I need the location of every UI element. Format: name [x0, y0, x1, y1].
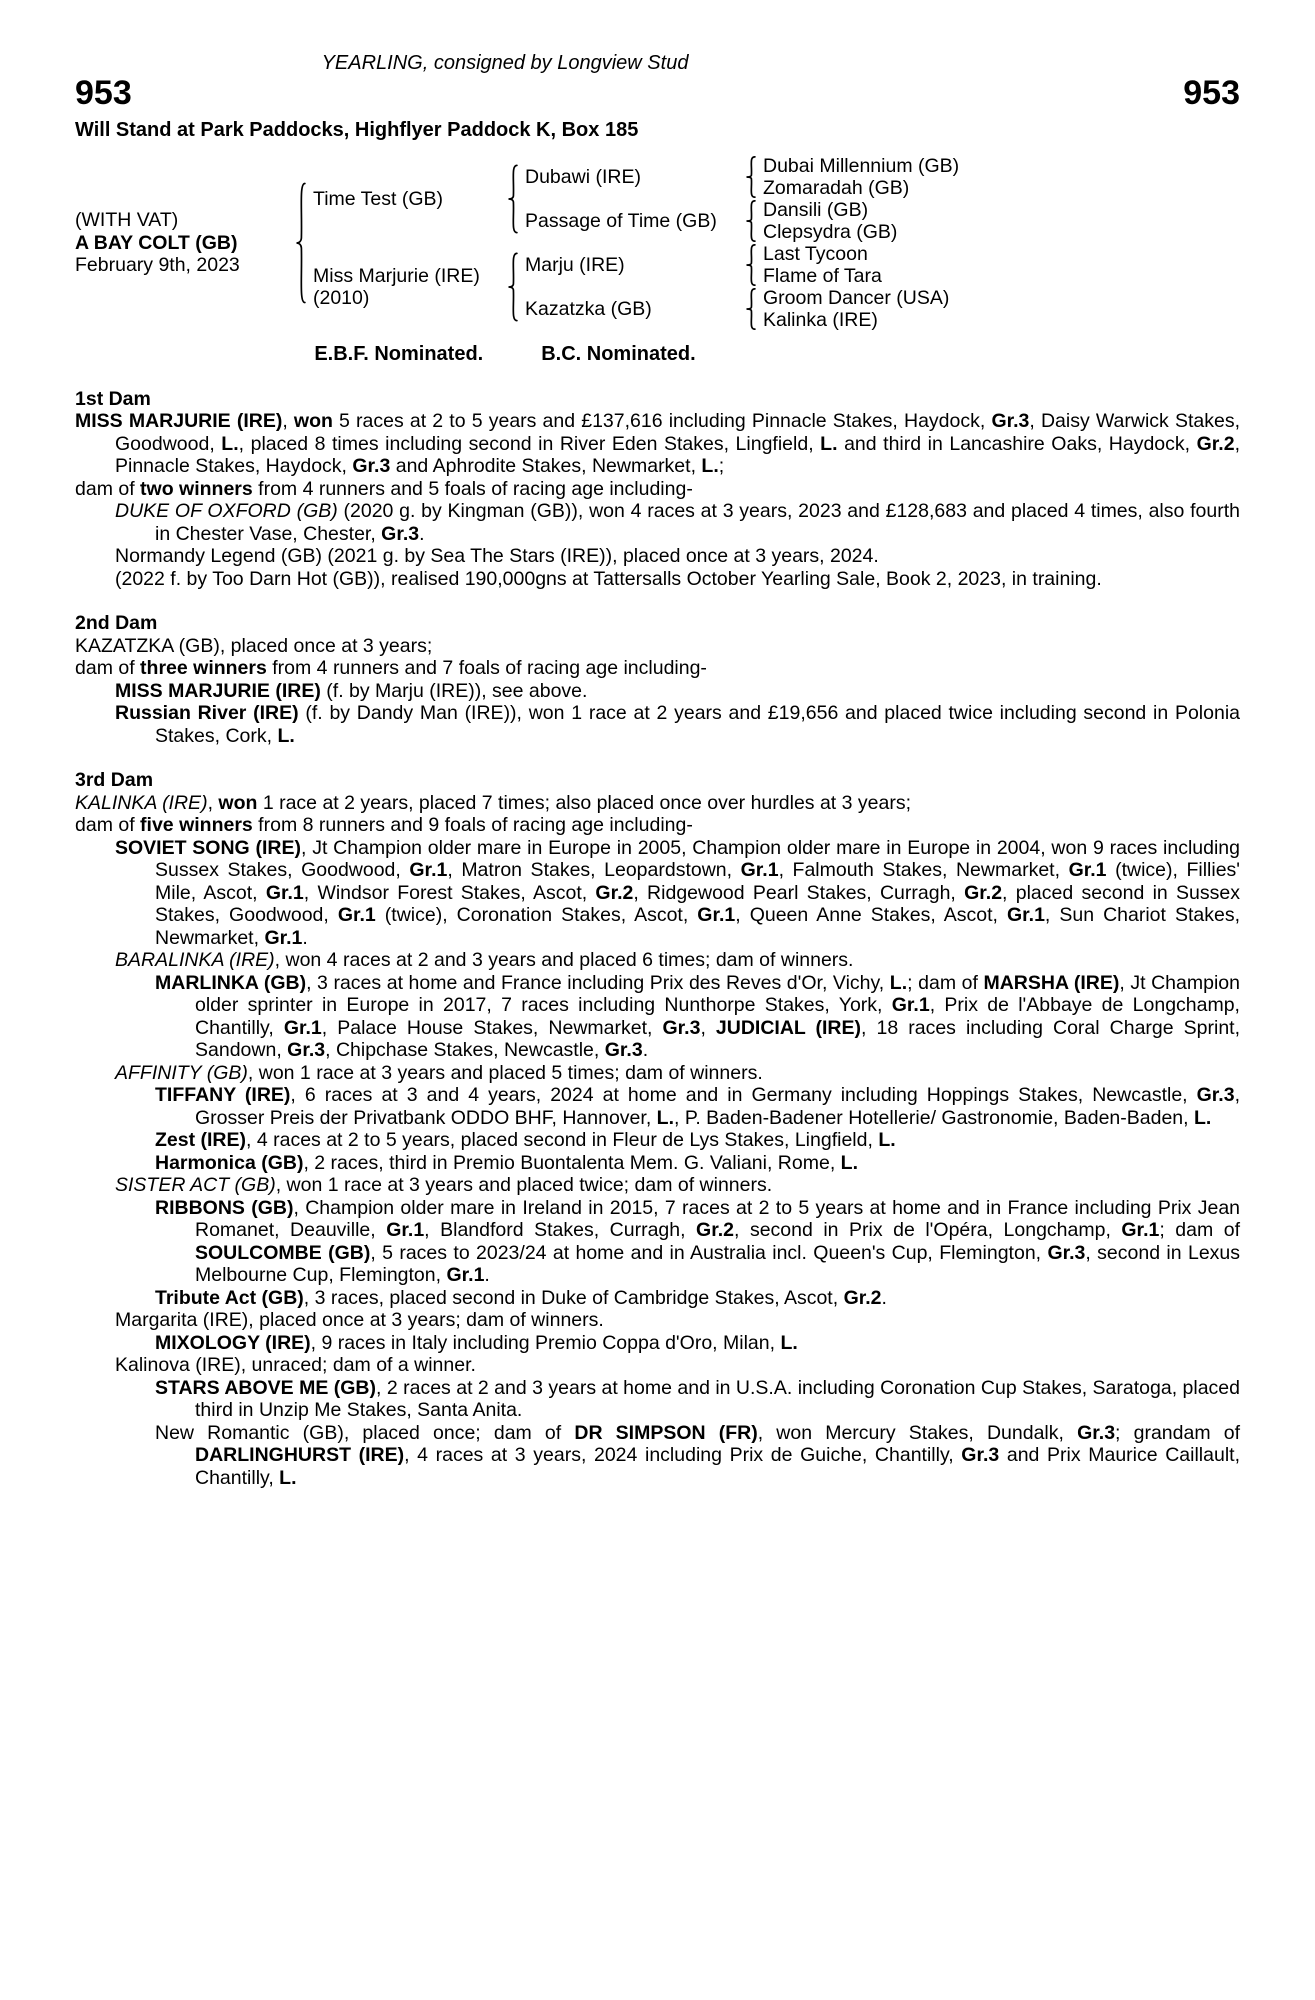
- dam-year: (2010): [313, 287, 370, 309]
- dam-heading: 2nd Dam: [75, 612, 158, 634]
- brace-icon: [505, 252, 519, 322]
- animal-info: [75, 155, 287, 331]
- pedigree-paragraph: Russian River (IRE) (f. by Dandy Man (IRE)), won 1 race at 2 years and £19,656 and placed twice including second in Polonia Stakes, Cork, L.: [115, 702, 1240, 747]
- gen3-name: Dansili (GB): [763, 198, 869, 221]
- gen3-name: Clepsydra (GB): [763, 220, 898, 243]
- pedigree-paragraph: MIXOLOGY (IRE), 9 races in Italy including Premio Coppa d'Oro, Milan, L.: [155, 1331, 798, 1354]
- dam-sections: [75, 388, 1240, 1490]
- pedigree-paragraph: MISS MARJURIE (IRE) (f. by Marju (IRE)), see above.: [115, 679, 588, 702]
- pedigree-brace-g2: [737, 243, 763, 287]
- pedigree-paragraph: STARS ABOVE ME (GB), 2 races at 2 and 3 years at home and in U.S.A. including Coronation Cup Stakes, Saratoga, placed third in Unzip Me Stakes, Santa Anita.: [155, 1376, 1240, 1421]
- gen3-name: Groom Dancer (USA): [763, 286, 950, 309]
- horse-description: A BAY COLT (GB): [75, 231, 238, 254]
- consignment-line: YEARLING, consigned by Longview Stud: [321, 52, 689, 74]
- pedigree-brace-main: [287, 155, 313, 331]
- dam-block: [313, 243, 499, 331]
- pedigree-paragraph: dam of five winners from 8 runners and 9 foals of racing age including-: [75, 814, 693, 836]
- pedigree-paragraph: dam of two winners from 4 runners and 5 foals of racing age including-: [75, 477, 693, 500]
- pedigree-tree: [75, 155, 1240, 331]
- pedigree-paragraph: MISS MARJURIE (IRE), won 5 races at 2 to 5 years and £137,616 including Pinnacle Stakes, Haydock, Gr.3, Daisy Warwick Stakes, Goodwood, L., placed 8 times including second in River Eden Stakes, Lingfield, L. and third in Lancashire Oaks, Haydock, Gr.2, Pinnacle Stakes, Haydock, Gr.3 and Aphrodite Stakes, Newmarket, L.;: [75, 410, 1240, 477]
- pedigree-paragraph: (2022 f. by Too Darn Hot (GB)), realised 190,000gns at Tattersalls October Yearling Sale, Book 2, 2023, in training.: [115, 567, 1102, 590]
- brace-icon: [743, 200, 757, 242]
- lot-number-left: 953: [75, 73, 132, 112]
- gen3-name: Flame of Tara: [763, 264, 882, 287]
- sire-name: Time Test (GB): [313, 187, 444, 210]
- gen3-name: Dubai Millennium (GB): [763, 154, 960, 177]
- brace-icon: [293, 181, 307, 305]
- pedigree-paragraph: Tribute Act (GB), 3 races, placed second in Duke of Cambridge Stakes, Ascot, Gr.2.: [155, 1286, 887, 1309]
- pedigree-paragraph: SOVIET SONG (IRE), Jt Champion older mare in Europe in 2005, Champion older mare in Europe in 2004, won 9 races including Sussex Stakes, Goodwood, Gr.1, Matron Stakes, Leopardstown, Gr.1, Falmouth Stakes, Newmarket, Gr.1 (twice), Fillies' Mile, Ascot, Gr.1, Windsor Forest Stakes, Ascot, Gr.2, Ridgewood Pearl Stakes, Curragh, Gr.2, placed second in Sussex Stakes, Goodwood, Gr.1 (twice), Coronation Stakes, Ascot, Gr.1, Queen Anne Stakes, Ascot, Gr.1, Sun Chariot Stakes, Newmarket, Gr.1.: [115, 836, 1241, 949]
- pedigree-paragraph: Zest (IRE), 4 races at 2 to 5 years, placed second in Fleur de Lys Stakes, Lingfield, L.: [155, 1129, 896, 1151]
- brace-icon: [505, 164, 519, 234]
- brace-icon: [743, 288, 757, 330]
- dam-dam-name: Kazatzka (GB): [525, 297, 652, 320]
- lot-row: [75, 75, 1240, 111]
- pedigree-brace-dam: [499, 243, 525, 331]
- foaling-date: February 9th, 2023: [75, 254, 240, 277]
- pedigree-paragraph: dam of three winners from 4 runners and 7 foals of racing age including-: [75, 657, 707, 679]
- vat-label: (WITH VAT): [75, 209, 179, 232]
- pedigree-paragraph: TIFFANY (IRE), 6 races at 3 and 4 years, 2024 at home and in Germany including Hoppings Stakes, Newcastle, Gr.3, Grosser Preis der Privatbank ODDO BHF, Hannover, L., P. Baden-Badener Hotellerie/ Gastronomie, Baden-Baden, L.: [155, 1084, 1240, 1129]
- brace-icon: [743, 244, 757, 286]
- pedigree-paragraph: Normandy Legend (GB) (2021 g. by Sea The Stars (IRE)), placed once at 3 years, 2024.: [115, 545, 879, 567]
- sire-dam-name: Passage of Time (GB): [525, 209, 717, 232]
- pedigree-paragraph: MARLINKA (GB), 3 races at home and France including Prix des Reves d'Or, Vichy, L.; dam of MARSHA (IRE), Jt Champion older sprinter in Europe in 2017, 7 races including Nunthorpe Stakes, York, Gr.1, Prix de l'Abbaye de Longchamp, Chantilly, Gr.1, Palace House Stakes, Newmarket, Gr.3, JUDICIAL (IRE), 18 races including Coral Charge Sprint, Sandown, Gr.3, Chipchase Stakes, Newcastle, Gr.3.: [155, 971, 1241, 1061]
- pedigree-paragraph: New Romantic (GB), placed once; dam of DR SIMPSON (FR), won Mercury Stakes, Dundalk, Gr.3; grandam of DARLINGHURST (IRE), 4 races at 3 years, 2024 including Prix de Guiche, Chantilly, Gr.3 and Prix Maurice Caillault, Chantilly, L.: [155, 1421, 1240, 1489]
- gen3-name: Last Tycoon: [763, 242, 868, 265]
- brace-icon: [743, 156, 757, 198]
- dam-name: Miss Marjurie (IRE): [313, 264, 480, 287]
- pedigree-paragraph: BARALINKA (IRE), won 4 races at 2 and 3 years and placed 6 times; dam of winners.: [115, 949, 854, 971]
- dam-heading: 3rd Dam: [75, 769, 154, 791]
- pedigree-paragraph: Kalinova (IRE), unraced; dam of a winner.: [115, 1354, 476, 1376]
- pedigree-paragraph: DUKE OF OXFORD (GB) (2020 g. by Kingman (GB)), won 4 races at 3 years, 2023 and £128,683 and placed 4 times, also fourth in Chester Vase, Chester, Gr.3.: [115, 500, 1240, 545]
- dam-sire-name: Marju (IRE): [525, 253, 625, 276]
- stand-line: Will Stand at Park Paddocks, Highflyer Paddock K, Box 185: [75, 118, 639, 141]
- pedigree-paragraph: Harmonica (GB), 2 races, third in Premio Buontalenta Mem. G. Valiani, Rome, L.: [155, 1151, 858, 1174]
- pedigree-brace-g2: [737, 287, 763, 331]
- gen3-name: Zomaradah (GB): [763, 176, 910, 199]
- ebf-nomination: E.B.F. Nominated.: [314, 343, 484, 365]
- gen3-name: Kalinka (IRE): [763, 308, 878, 331]
- sire-sire-name: Dubawi (IRE): [525, 165, 641, 188]
- pedigree-paragraph: KALINKA (IRE), won 1 race at 2 years, placed 7 times; also placed once over hurdles at 3 years;: [75, 791, 912, 814]
- pedigree-paragraph: AFFINITY (GB), won 1 race at 3 years and placed 5 times; dam of winners.: [115, 1061, 763, 1084]
- pedigree-paragraph: RIBBONS (GB), Champion older mare in Ireland in 2015, 7 races at 2 to 5 years at home and in France including Prix Jean Romanet, Deauville, Gr.1, Blandford Stakes, Curragh, Gr.2, second in Prix de l'Opéra, Longchamp, Gr.1; dam of SOULCOMBE (GB), 5 races to 2023/24 at home and in Australia incl. Queen's Cup, Flemington, Gr.3, second in Lexus Melbourne Cup, Flemington, Gr.1.: [155, 1196, 1241, 1286]
- lot-number-right: 953: [1183, 73, 1240, 112]
- pedigree-brace-g2: [737, 199, 763, 243]
- pedigree-brace-g2: [737, 155, 763, 199]
- bc-nomination: B.C. Nominated.: [541, 343, 696, 365]
- pedigree-brace-sire: [499, 155, 525, 243]
- nominations-line: [75, 343, 935, 366]
- dam-heading: 1st Dam: [75, 387, 151, 410]
- pedigree-paragraph: Margarita (IRE), placed once at 3 years; dam of winners.: [115, 1309, 604, 1331]
- pedigree-paragraph: KAZATZKA (GB), placed once at 3 years;: [75, 634, 433, 657]
- pedigree-paragraph: SISTER ACT (GB), won 1 race at 3 years and placed twice; dam of winners.: [115, 1174, 773, 1196]
